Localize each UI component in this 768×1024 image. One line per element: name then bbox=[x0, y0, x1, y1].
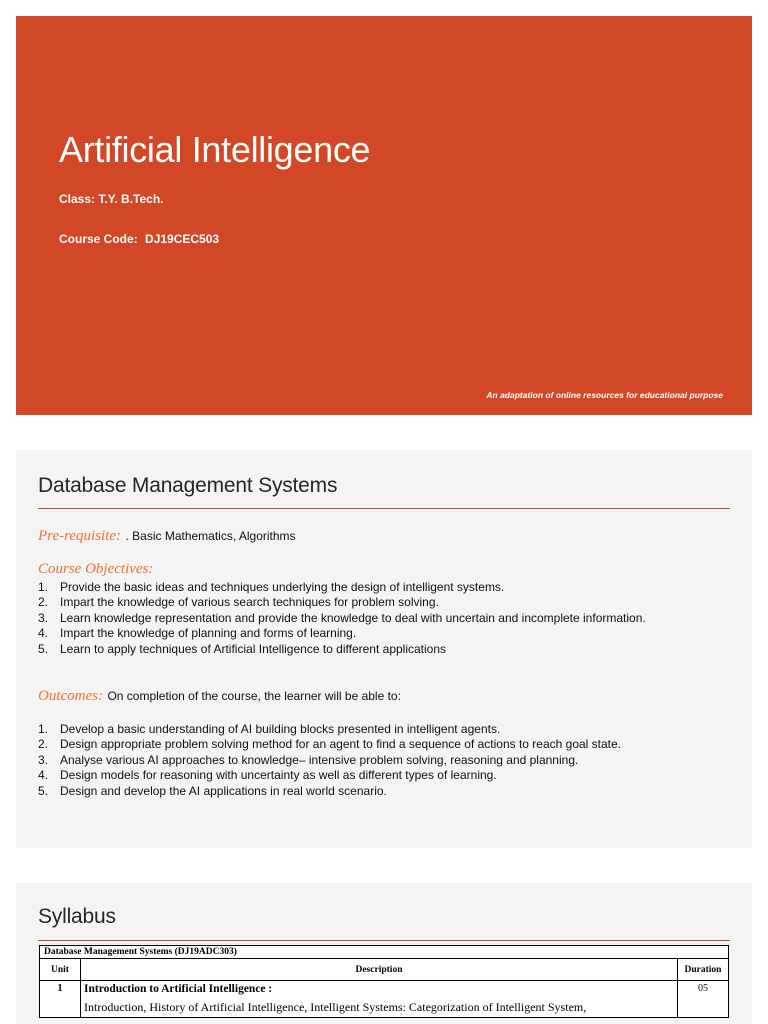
outcome-item bbox=[38, 753, 688, 768]
outcome-item bbox=[38, 768, 688, 783]
list-text: Impart the knowledge of planning and forms of learning. bbox=[60, 626, 357, 641]
unit-cell: 1 bbox=[40, 981, 81, 1018]
prerequisite-value: . Basic Mathematics, Algorithms bbox=[125, 529, 296, 543]
description-header: Description bbox=[81, 959, 678, 981]
unit-topic: Introduction to Artificial Intelligence : bbox=[84, 983, 273, 995]
heading-divider bbox=[38, 940, 730, 941]
outcome-item bbox=[38, 722, 688, 737]
outcomes-list bbox=[38, 722, 688, 799]
outcome-item bbox=[38, 784, 688, 799]
objectives-list bbox=[38, 580, 688, 657]
list-text: Design models for reasoning with uncertainty as well as different types of learning. bbox=[60, 768, 497, 783]
prerequisite-line bbox=[38, 527, 296, 545]
table-caption: Database Management Systems (DJ19ADC303) bbox=[40, 946, 729, 959]
description-cell bbox=[81, 981, 678, 1018]
class-line: Class: T.Y. B.Tech. bbox=[59, 192, 164, 206]
heading-divider bbox=[38, 508, 730, 509]
outcome-item bbox=[38, 737, 688, 752]
objectives-label: Course Objectives: bbox=[38, 561, 154, 577]
objective-item bbox=[38, 642, 688, 657]
list-number: 1. bbox=[38, 580, 49, 594]
adaptation-note: An adaptation of online resources for educational purpose bbox=[486, 390, 723, 400]
title-slide bbox=[16, 16, 752, 415]
course-info-slide bbox=[16, 450, 752, 848]
course-code-line bbox=[59, 232, 219, 246]
list-number: 2. bbox=[38, 595, 49, 610]
list-text: Analyse various AI approaches to knowledge– intensive problem solving, reasoning and planning. bbox=[60, 752, 579, 767]
objective-item bbox=[38, 595, 688, 610]
duration-header: Duration bbox=[678, 959, 729, 981]
list-text: Learn to apply techniques of Artificial Intelligence to different applications bbox=[60, 641, 447, 656]
syllabus-slide bbox=[16, 883, 752, 1024]
list-text: Learn knowledge representation and provide the knowledge to deal with uncertain and incomplete information. bbox=[60, 610, 646, 625]
objective-item bbox=[38, 611, 688, 626]
syllabus-table bbox=[39, 945, 729, 1018]
list-number: 2. bbox=[38, 737, 49, 752]
slide-heading: Database Management Systems bbox=[38, 474, 338, 497]
list-number: 4. bbox=[38, 626, 49, 641]
objective-item bbox=[38, 626, 688, 641]
outcomes-intro: On completion of the course, the learner will be able to: bbox=[107, 689, 401, 703]
slide-heading: Syllabus bbox=[38, 905, 116, 928]
list-number: 3. bbox=[38, 610, 49, 625]
prerequisite-label: Pre-requisite: bbox=[38, 528, 122, 544]
list-number: 1. bbox=[38, 722, 49, 736]
list-text: Provide the basic ideas and techniques underlying the design of intelligent systems. bbox=[60, 580, 505, 594]
unit-detail: Introduction, History of Artificial Intelligence, Intelligent Systems: Categorization of Intelligent System, bbox=[84, 1000, 587, 1014]
outcomes-label: Outcomes: bbox=[38, 688, 103, 704]
list-text: Design appropriate problem solving method for an agent to find a sequence of actions to reach goal state. bbox=[60, 737, 622, 752]
list-text: Impart the knowledge of various search techniques for problem solving. bbox=[60, 595, 439, 610]
list-number: 5. bbox=[38, 641, 49, 656]
objective-item bbox=[38, 580, 688, 595]
unit-header: Unit bbox=[40, 959, 81, 981]
table-row bbox=[40, 981, 729, 1018]
course-code-label: Course Code: bbox=[59, 232, 138, 246]
course-title: Artificial Intelligence bbox=[59, 129, 371, 170]
list-number: 3. bbox=[38, 752, 49, 767]
course-code-value: DJ19CEC503 bbox=[145, 232, 220, 246]
outcomes-line bbox=[38, 687, 401, 705]
list-text: Design and develop the AI applications in real world scenario. bbox=[60, 783, 387, 798]
list-number: 4. bbox=[38, 768, 49, 783]
list-text: Develop a basic understanding of AI building blocks presented in intelligent agents. bbox=[60, 722, 501, 736]
duration-cell: 05 bbox=[678, 981, 729, 1018]
list-number: 5. bbox=[38, 783, 49, 798]
